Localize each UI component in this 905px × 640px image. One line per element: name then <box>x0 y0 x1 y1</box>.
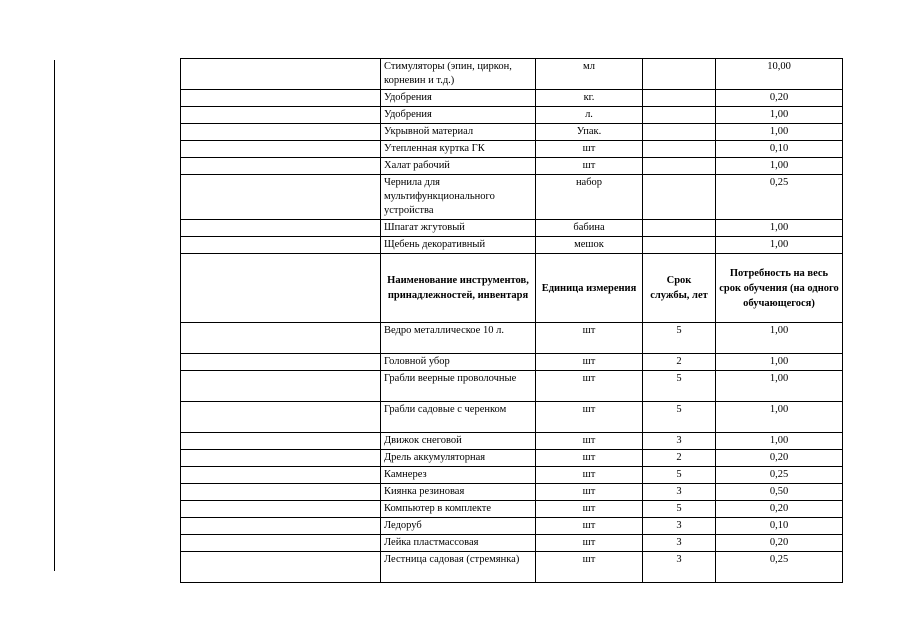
item-need: 1,00 <box>716 402 843 433</box>
item-life <box>643 220 716 237</box>
header-name: Наименование инструментов, принадлежностей, инвентаря <box>381 254 536 323</box>
item-unit: мл <box>536 59 643 90</box>
item-unit: кг. <box>536 90 643 107</box>
table-row <box>181 158 843 175</box>
table-row <box>181 354 843 371</box>
item-name: Лестница садовая (стремянка) <box>381 552 536 583</box>
table-row <box>181 552 843 583</box>
item-unit: шт <box>536 371 643 402</box>
item-life: 3 <box>643 433 716 450</box>
item-need: 0,25 <box>716 552 843 583</box>
table-row <box>181 450 843 467</box>
item-need: 1,00 <box>716 433 843 450</box>
item-need: 0,50 <box>716 484 843 501</box>
item-need: 1,00 <box>716 237 843 254</box>
item-name: Удобрения <box>381 90 536 107</box>
item-life: 3 <box>643 535 716 552</box>
table-row <box>181 371 843 402</box>
item-life: 2 <box>643 354 716 371</box>
item-name: Дрель аккумуляторная <box>381 450 536 467</box>
item-unit: шт <box>536 450 643 467</box>
item-need: 1,00 <box>716 371 843 402</box>
item-name: Утепленная куртка ГК <box>381 141 536 158</box>
item-name: Ледоруб <box>381 518 536 535</box>
item-name: Халат рабочий <box>381 158 536 175</box>
item-name: Ведро металлическое 10 л. <box>381 323 536 354</box>
item-need: 1,00 <box>716 158 843 175</box>
table-row <box>181 107 843 124</box>
item-life: 5 <box>643 323 716 354</box>
item-life <box>643 175 716 220</box>
item-unit: шт <box>536 467 643 484</box>
item-life <box>643 90 716 107</box>
item-need: 0,10 <box>716 518 843 535</box>
item-unit: шт <box>536 552 643 583</box>
header-life: Срок службы, лет <box>643 254 716 323</box>
header-need: Потребность на весь срок обучения (на одного обучающегося) <box>716 254 843 323</box>
item-life: 2 <box>643 450 716 467</box>
item-life <box>643 124 716 141</box>
item-unit: шт <box>536 402 643 433</box>
item-name: Щебень декоративный <box>381 237 536 254</box>
item-need: 1,00 <box>716 107 843 124</box>
item-life: 3 <box>643 518 716 535</box>
item-life: 5 <box>643 467 716 484</box>
table-header-row <box>181 254 843 323</box>
item-need: 1,00 <box>716 220 843 237</box>
item-need: 0,10 <box>716 141 843 158</box>
item-need: 1,00 <box>716 323 843 354</box>
item-unit: шт <box>536 518 643 535</box>
item-need: 0,20 <box>716 90 843 107</box>
item-unit: шт <box>536 354 643 371</box>
item-unit: шт <box>536 501 643 518</box>
table-row <box>181 501 843 518</box>
table-row <box>181 433 843 450</box>
item-life: 5 <box>643 501 716 518</box>
item-name: Шпагат жгутовый <box>381 220 536 237</box>
item-unit: бабина <box>536 220 643 237</box>
item-life: 3 <box>643 484 716 501</box>
table-row <box>181 141 843 158</box>
item-name: Компьютер в комплекте <box>381 501 536 518</box>
item-name: Укрывной материал <box>381 124 536 141</box>
item-name: Грабли веерные проволочные <box>381 371 536 402</box>
item-life <box>643 141 716 158</box>
item-unit: набор <box>536 175 643 220</box>
item-name: Стимуляторы (эпин, циркон, корневин и т.д.) <box>381 59 536 90</box>
table-row <box>181 484 843 501</box>
table-row <box>181 323 843 354</box>
header-unit: Единица измерения <box>536 254 643 323</box>
table-row <box>181 175 843 220</box>
item-name: Лейка пластмассовая <box>381 535 536 552</box>
item-need: 1,00 <box>716 354 843 371</box>
table-row <box>181 90 843 107</box>
item-need: 1,00 <box>716 124 843 141</box>
equipment-table <box>180 58 843 583</box>
table-row <box>181 59 843 90</box>
item-life <box>643 107 716 124</box>
item-life <box>643 237 716 254</box>
item-life: 5 <box>643 371 716 402</box>
table-row <box>181 518 843 535</box>
item-need: 0,20 <box>716 450 843 467</box>
item-need: 0,20 <box>716 501 843 518</box>
table-row <box>181 237 843 254</box>
item-name: Грабли садовые с черенком <box>381 402 536 433</box>
item-need: 0,25 <box>716 175 843 220</box>
item-unit: шт <box>536 535 643 552</box>
item-unit: шт <box>536 141 643 158</box>
item-life: 3 <box>643 552 716 583</box>
item-name: Камнерез <box>381 467 536 484</box>
item-need: 0,20 <box>716 535 843 552</box>
item-name: Головной убор <box>381 354 536 371</box>
item-life <box>643 59 716 90</box>
table-row <box>181 467 843 484</box>
item-name: Движок снеговой <box>381 433 536 450</box>
item-unit: мешок <box>536 237 643 254</box>
item-unit: шт <box>536 484 643 501</box>
table-row <box>181 402 843 433</box>
item-unit: Упак. <box>536 124 643 141</box>
item-unit: шт <box>536 323 643 354</box>
table-row <box>181 535 843 552</box>
item-name: Удобрения <box>381 107 536 124</box>
item-name: Чернила для мультифункционального устройства <box>381 175 536 220</box>
item-unit: шт <box>536 433 643 450</box>
item-name: Киянка резиновая <box>381 484 536 501</box>
item-unit: л. <box>536 107 643 124</box>
item-life: 5 <box>643 402 716 433</box>
item-need: 0,25 <box>716 467 843 484</box>
page-margin-rule <box>54 60 55 571</box>
item-unit: шт <box>536 158 643 175</box>
table-row <box>181 124 843 141</box>
item-need: 10,00 <box>716 59 843 90</box>
item-life <box>643 158 716 175</box>
table-row <box>181 220 843 237</box>
